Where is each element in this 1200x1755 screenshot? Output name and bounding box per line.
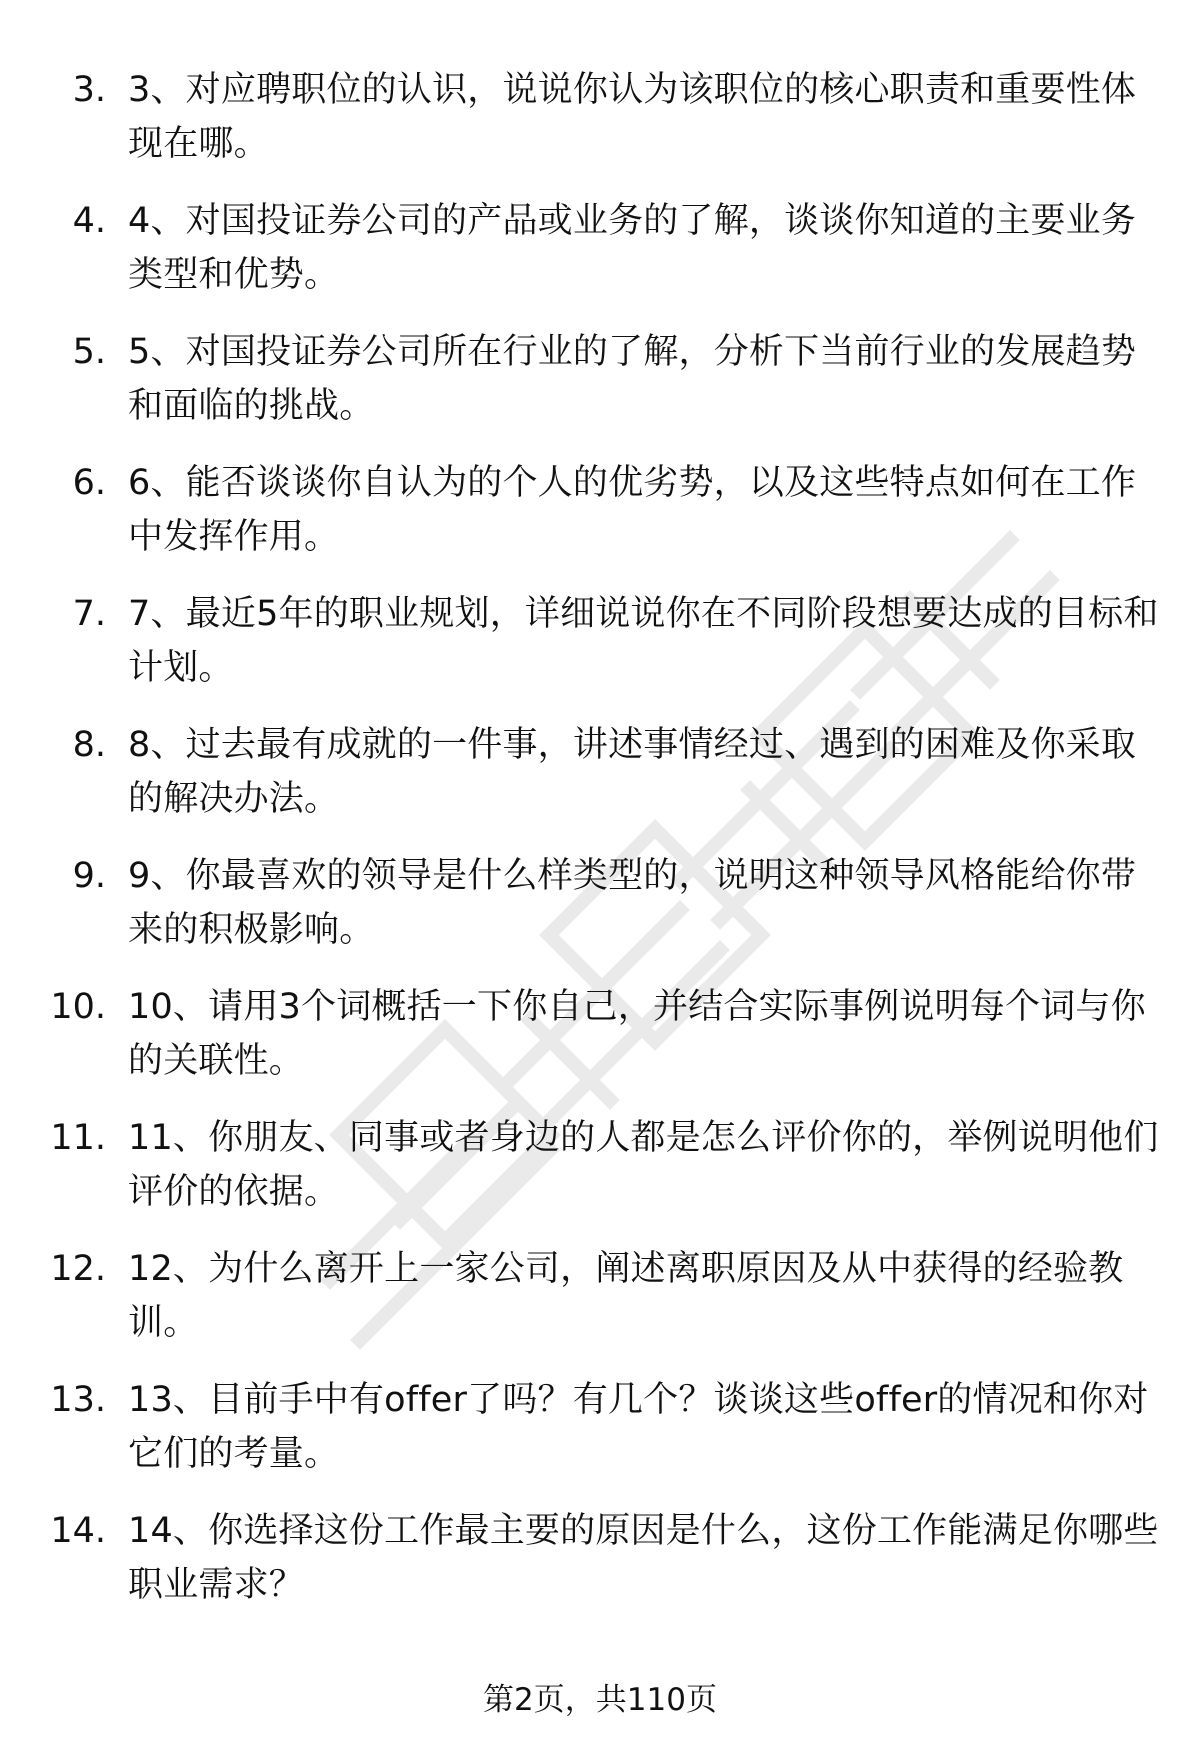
list-number: 8. [72,725,106,765]
question-text: 5、对国投证券公司所在行业的了解，分析下当前行业的发展趋势和面临的挑战。 [128,332,1137,426]
question-text: 6、能否谈谈你自认为的个人的优劣势，以及这些特点如何在工作中发挥作用。 [128,463,1137,557]
list-item [0,314,1200,445]
list-item [0,1493,1200,1624]
list-number: 5. [72,332,106,372]
list-item [0,707,1200,838]
list-number: 4. [72,201,106,241]
page-number-footer: 第2页，共110页 [483,1682,717,1718]
question-text: 9、你最喜欢的领导是什么样类型的，说明这种领导风格能给你带来的积极影响。 [128,856,1137,950]
list-item [0,1231,1200,1362]
question-text: 4、对国投证券公司的产品或业务的了解，谈谈你知道的主要业务类型和优势。 [128,201,1137,295]
list-number: 6. [72,463,106,503]
question-text: 12、为什么离开上一家公司，阐述离职原因及从中获得的经验教训。 [128,1249,1124,1343]
list-number: 7. [72,594,106,634]
question-text: 3、对应聘职位的认识，说说你认为该职位的核心职责和重要性体现在哪。 [128,70,1137,164]
list-item [0,576,1200,707]
list-number: 9. [72,856,106,896]
list-item [0,1100,1200,1231]
list-number: 11. [50,1118,106,1158]
list-item [0,445,1200,576]
list-number: 10. [50,987,106,1027]
list-number: 12. [50,1249,106,1289]
question-text: 10、请用3个词概括一下你自己，并结合实际事例说明每个词与你的关联性。 [128,987,1146,1081]
list-item [0,969,1200,1100]
list-item [0,838,1200,969]
question-text: 14、你选择这份工作最主要的原因是什么，这份工作能满足你哪些职业需求？ [128,1511,1159,1605]
list-item [0,52,1200,183]
list-number: 13. [50,1380,106,1420]
list-item [0,1362,1200,1493]
question-text: 8、过去最有成就的一件事，讲述事情经过、遇到的困难及你采取的解决办法。 [128,725,1137,819]
question-text: 7、最近5年的职业规划，详细说说你在不同阶段想要达成的目标和计划。 [128,594,1159,688]
question-text: 11、你朋友、同事或者身边的人都是怎么评价你的，举例说明他们评价的依据。 [128,1118,1159,1212]
list-number: 3. [72,70,106,110]
question-text: 13、目前手中有offer了吗？有几个？谈谈这些offer的情况和你对它们的考量。 [128,1380,1149,1474]
list-number: 14. [50,1511,106,1551]
question-list [0,52,1200,1624]
list-item [0,183,1200,314]
